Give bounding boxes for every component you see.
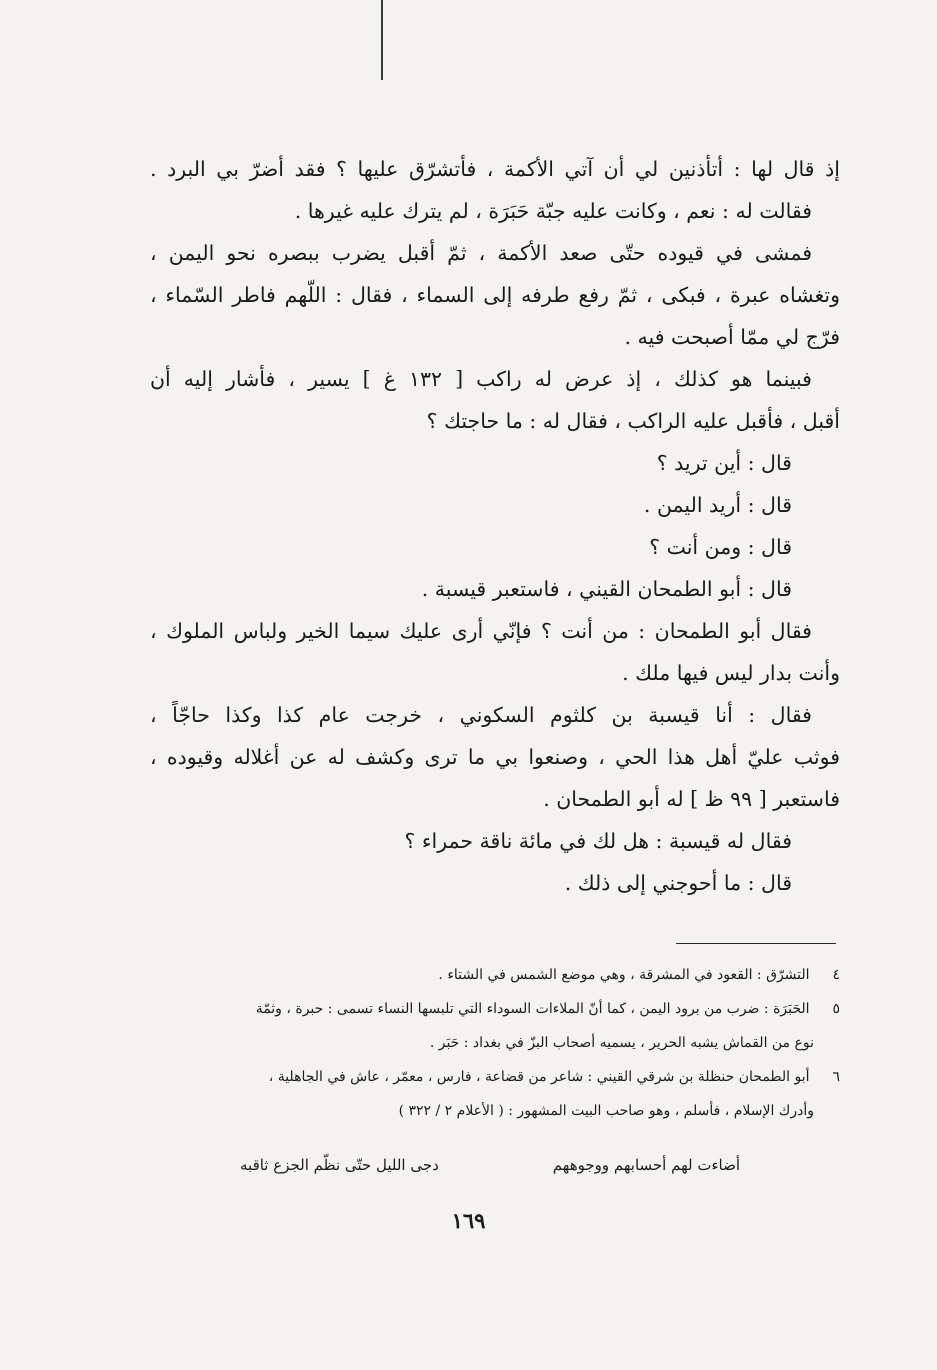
text-line: أقبل ، فأقبل عليه الراكب ، فقال له : ما حاجتك ؟ [426,409,840,433]
verse-second-hemistich: دجى الليل حتّى نظّم الجزع ثاقبه [240,1156,439,1174]
footnote-text: أبو الطمحان حنظلة بن شرقي القيني : شاعر من قضاعة ، فارس ، معمّر ، عاش في الجاهلية ، [268,1069,810,1085]
footnotes [160,958,840,1128]
text-line: فوثب عليّ أهل هذا الحي ، وصنعوا بي ما ترى وكشف له عن أغلاله وقيوده ، [150,745,840,769]
text-line: قال : ما أحوجني إلى ذلك . [564,871,792,895]
text-line: فبينما هو كذلك ، إذ عرض له راكب [ ١٣٢ غ ] يسير ، فأشار إليه أن [150,367,812,391]
footnote-number: ٤ [832,967,840,983]
footnote-number: ٥ [832,1001,840,1017]
text-line: قال : أين تريد ؟ [656,451,792,475]
page-number: ١٦٩ [451,1208,486,1233]
text-line: فقالت له : نعم ، وكانت عليه جبّة حَبَرَة ، لم يترك عليه غيرها . [294,199,812,223]
text-line: فقال له قيسبة : هل لك في مائة ناقة حمراء ؟ [404,829,792,853]
text-line: فاستعبر [ ٩٩ ظ ] له أبو الطمحان . [543,787,840,811]
footnote-text: التشرّق : القعود في المشرقة ، وهي موضع الشمس في الشتاء . [438,967,810,983]
text-line: قال : ومن أنت ؟ [649,535,792,559]
poem-verse [240,1150,740,1180]
main-text [150,148,840,904]
text-line: فقال أبو الطمحان : من أنت ؟ فإنّي أرى عليك سيما الخير ولباس الملوك ، [150,619,812,643]
footnote-text: الحَبَرَة : ضرب من برود اليمن ، كما أنّ الملاءات السوداء التي تلبسها النساء تسمى : حبرة ، وثمّة [255,1001,810,1017]
text-line: إذ قال لها : أتأذنين لي أن آتي الأكمة ، فأتشرّق عليها ؟ فقد أضرّ بي البرد . [150,157,840,181]
footnote-line [160,1094,840,1128]
footnote-text: نوع من القماش يشبه الحرير ، يسميه أصحاب البزّ في بغداد : حَبَر . [429,1035,814,1051]
verse-first-hemistich: أضاءت لهم أحسابهم ووجوههم [552,1156,740,1174]
footnote-line [160,1060,840,1094]
text-line: وتغشاه عبرة ، فبكى ، ثمّ رفع طرفه إلى السماء ، فقال : اللّهم فاطر السّماء ، [150,283,840,307]
text-line: وأنت بدار ليس فيها ملك . [622,661,840,685]
text-line: فقال : أنا قيسبة بن كلثوم السكوني ، خرجت عام كذا وكذا حاجّاً ، [150,703,812,727]
footnote-separator [676,943,836,944]
binding-line [381,0,383,80]
footnote-text: وأدرك الإسلام ، فأسلم ، وهو صاحب البيت المشهور : ( الأعلام ٢ / ٣٢٢ ) [398,1103,814,1119]
text-line: قال : أريد اليمن . [643,493,792,517]
footnote-number: ٦ [832,1069,840,1085]
footnote-line [160,958,840,992]
text-line: فرّج لي ممّا أصبحت فيه . [624,325,840,349]
text-line: فمشى في قيوده حتّى صعد الأكمة ، ثمّ أقبل يضرب ببصره نحو اليمن ، [150,241,812,265]
footnote-line [160,1026,840,1060]
text-line: قال : أبو الطمحان القيني ، فاستعبر قيسبة . [421,577,792,601]
footnote-line [160,992,840,1026]
